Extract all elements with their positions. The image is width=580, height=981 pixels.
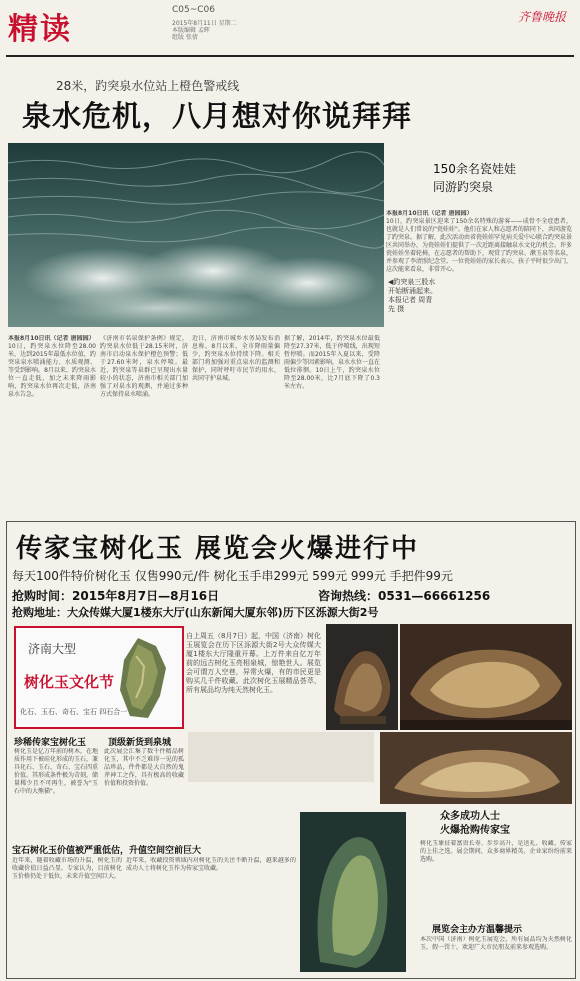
story-column-3 (192, 335, 280, 507)
ad-time: 抢购时间：2015年8月7日—8月16日 (12, 589, 220, 603)
date-line-3: 组版 张倩 (172, 34, 198, 41)
jade-photo-2 (400, 624, 572, 730)
expo-line-3: 化石、玉石、奇石、宝石 四石合一 (20, 708, 128, 716)
story-text-2: 《济南市名泉保护条例》规定，趵突泉水位低于28.15米时，济南市启动泉水保护橙色预警；低于27.60米时，泉水停喷。最近，趵突泉等泉群已呈现出水量较小的状态，济南市相关部门加强了对泉水的观测，并通过多种方式保持泉水喷涌。 (100, 335, 188, 398)
ad-title: 传家宝树化玉 展览会火爆进行中 (16, 534, 420, 564)
story-text-3: 近日，济南市城乡水务局发布消息称，8月以来，全市降雨量偏少，趵突泉水位持续下降。相关部门将加强对重点泉水的监测和保护，同时呼吁市民节约用水，共同守护泉城。 (192, 335, 280, 382)
section-title: 精读 (8, 12, 72, 47)
story-headline: 泉水危机，八月想对你说拜拜 (22, 99, 413, 133)
ad-heading-top: 顶级新货到泉城 (108, 738, 172, 748)
story-text-4: 据了解，2014年，趵突泉水位最低降至27.37米，低于停喷线，出现短暂停喷。而2015年入夏以来，受降雨偏少等因素影响，泉水水位一直在低位徘徊。10日上午，趵突泉水位降至28.00米，比7月底下降了0.3米左右。 (284, 335, 380, 390)
ad-text-e: 树化玉象征着富贵长寿、步步高升，是送礼、收藏、传家的上佳之选。展会期间，众多商界精英、企业家纷纷前来选购。 (420, 840, 572, 863)
story-text-1: 10日，趵突泉水位降至28.00米，达到2015年最低水位值，趵突泉泉水喷涌能力、水质观测、等受到影响。8月以来，趵突泉水位一直走低，加之未来降雨影响，趵突泉水位再次走低，济南泉水告急。 (8, 343, 96, 398)
ad-text-b: 此次展会汇集了数千件精品树化玉，其中不乏难得一见的孤品珍品，件件都是大自然的鬼斧神工之作，具有极高的收藏价值和投资价值。 (104, 748, 184, 787)
date-line-2: 本版编辑 孟晖 (172, 27, 210, 34)
jade-photo-4 (380, 732, 572, 804)
sidebar-text: 10日，趵突泉景区迎来了150余名特殊的游客——成骨不全症患者，也就是人们常说的"瓷娃娃"。他们在家人和志愿者的陪同下，共同游览了趵突泉。据了解，此次活动由省瓷娃娃罕见病关爱中心联合趵突泉景区共同举办，为瓷娃娃们提供了一次近距离接触泉水文化的机会。许多瓷娃娃坐着轮椅，在志愿者的帮助下，观赏了趵突泉、漱玉泉等名泉，并参观了李清照纪念堂。一位瓷娃娃的家长表示，孩子平时很少出门，这次能来看泉，非常开心。 (386, 218, 572, 273)
sidebar-byline: 本报8月10日讯（记者 唐园园） (386, 210, 473, 217)
ad-heading-crowd-2: 火爆抢购传家宝 (440, 825, 510, 836)
sidebar-headline-line-1: 150余名瓷娃娃 (433, 162, 516, 176)
ad-address: 抢购地址：大众传媒大厦1楼东大厅(山东新闻大厦东邻)历下区泺源大街2号 (12, 606, 379, 619)
sidebar-headline-line-2: 同游趵突泉 (433, 180, 494, 194)
ad-hotline (318, 587, 490, 604)
dateline (172, 20, 237, 41)
ad-text-d: 近年来，收藏投资领域内对树化玉的关注不断升温，越来越多的成功人士将树化玉作为传家宝收藏。 (126, 857, 296, 872)
ad-heading-guide: 展览会主办方温馨提示 (432, 925, 523, 935)
story-column-2 (100, 335, 188, 507)
ad-promo: 每天100件特价树化玉 仅售990元/件 树化玉手串299元 599元 999元 手把件99元 (12, 569, 453, 583)
ad-heading-crowd-1: 众多成功人士 (440, 811, 500, 822)
jade-photo-1 (326, 624, 398, 730)
story-byline: 本报8月10日讯（记者 唐园园） (8, 335, 95, 342)
jade-photo-3 (188, 732, 374, 782)
ad-text-a: 树化玉是亿万年前的树木，在地质作用下被硅化形成的玉石，兼具化石、玉石、奇石、宝石四重价值。其形成条件极为苛刻，储量稀少且不可再生，被誉为"玉石中的大熊猫"。 (14, 748, 98, 795)
ad-heading-treasure: 珍稀传家宝树化玉 (14, 738, 87, 748)
ad-heading-crowd (440, 810, 510, 838)
newspaper-logo: 齐鲁晚报 (517, 10, 566, 24)
sidebar-headline (433, 160, 516, 196)
expo-line-2: 树化玉文化节 (24, 673, 115, 691)
hotline-number: 0531—66661256 (378, 589, 491, 603)
sidebar-text-column (386, 210, 572, 510)
expo-line-1: 济南大型 (28, 642, 77, 656)
jade-photo-5 (300, 812, 406, 972)
date-line-1: 2015年8月11日 星期二 (172, 20, 237, 27)
story-kicker: 28米，趵突泉水位站上橙色警戒线 (56, 79, 240, 93)
spring-water-photo (8, 143, 384, 327)
story-column-4 (284, 335, 380, 507)
ad-text-c: 近年来，随着收藏市场的升温，树化玉的收藏价值日益凸显。专家认为，目前树化玉价格仍处于低位，未来升值空间巨大。 (12, 857, 122, 880)
ad-text-f: 本次中国（济南）树化玉展览会，所有展品均为天然树化玉，假一罚十，欢迎广大市民朋友前来参观选购。 (420, 936, 572, 951)
ad-intro: 自上周五（8月7日）起，中国（济南）树化玉展览会在历下区泺源大街2号大众传媒大厦1楼东大厅隆重开幕。上万件来自亿万年前的远古树化玉亮相泉城，惊艳世人。展览会可谓万人空巷，异常火爆，有的市民更是购买几千件收藏。此次树化玉展精品荟萃，所有展品均为纯天然树化玉。 (186, 632, 321, 694)
photo-caption: ◀趵突泉三股水开始断涌起来。本报记者 周青先 摄 (388, 278, 437, 313)
page-numbers: C05~C06 (172, 5, 216, 15)
masthead-rule (6, 55, 574, 57)
hotline-label: 咨询热线： (318, 589, 379, 603)
spring-water-image (8, 143, 384, 327)
ad-heading-value: 宝石树化玉价值被严重低估，升值空间空前巨大 (12, 846, 202, 856)
story-column-1 (8, 335, 96, 507)
